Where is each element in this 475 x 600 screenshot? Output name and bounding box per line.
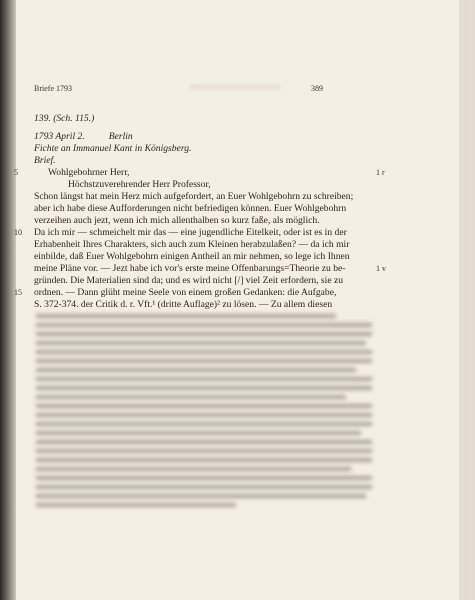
show-through-text [190, 84, 280, 89]
body-line: ordnen. — Dann glüht meine Seele von einem großen Gedanken: die Aufgabe, [34, 287, 337, 298]
page-number: 389 [311, 84, 323, 93]
body-line: S. 372-374. der Critik d. r. Vft.¹ (dritte Auflage)² zu lösen. — Zu allem diesen [34, 299, 333, 310]
letter-date-place: 1793 April 2. Berlin [34, 131, 133, 142]
margin-note: 1 r [376, 168, 385, 177]
letter-sender-recipient: Fichte an Immanuel Kant in Königsberg. [34, 143, 192, 154]
letter-number: 139. (Sch. 115.) [34, 113, 95, 124]
running-head-left: Briefe 1793 [34, 84, 72, 93]
blurred-footnotes [36, 294, 372, 518]
line-number: 15 [14, 288, 22, 297]
body-line: meine Pläne vor. — Jezt habe ich vor's erste meine Offenbarungs=Theorie zu be- [34, 263, 346, 274]
page-fore-edge [459, 0, 475, 600]
margin-note: 1 v [376, 264, 386, 273]
body-line: einbilde, daß Euer Wohlgebohrn einigen Antheil an mir nehmen, so lege ich Ihnen [34, 251, 350, 262]
salutation: Wohlgebohrner Herr, [48, 167, 130, 178]
body-line: Schon längst hat mein Herz mich aufgefordert, an Euer Wohlgebohrn zu schreiben; [34, 191, 354, 202]
body-line: aber ich habe diese Aufforderungen nicht befriedigen können. Euer Wohlgebohrn [34, 203, 347, 214]
line-number: 10 [14, 228, 22, 237]
letter-type: Brief. [34, 155, 56, 166]
body-line: verzeihen auch jezt, wenn ich mich allenthalben so kurz faße, als möglich. [34, 215, 320, 226]
salutation-title: Höchstzuverehrender Herr Professor, [68, 179, 211, 190]
body-line: gründen. Die Materialien sind da; und es wird nicht [/] viel Zeit erfordern, sie zu [34, 275, 344, 286]
body-line: Erhabenheit Ihres Charakters, sich auch zum Kleinen herabzulaßen? — da ich mir [34, 239, 350, 250]
body-line: Da ich mir — schmeichelt mir das — eine jugendliche Eitelkeit, oder ist es in der [34, 227, 347, 238]
line-number: 5 [14, 168, 18, 177]
book-spine [0, 0, 16, 600]
